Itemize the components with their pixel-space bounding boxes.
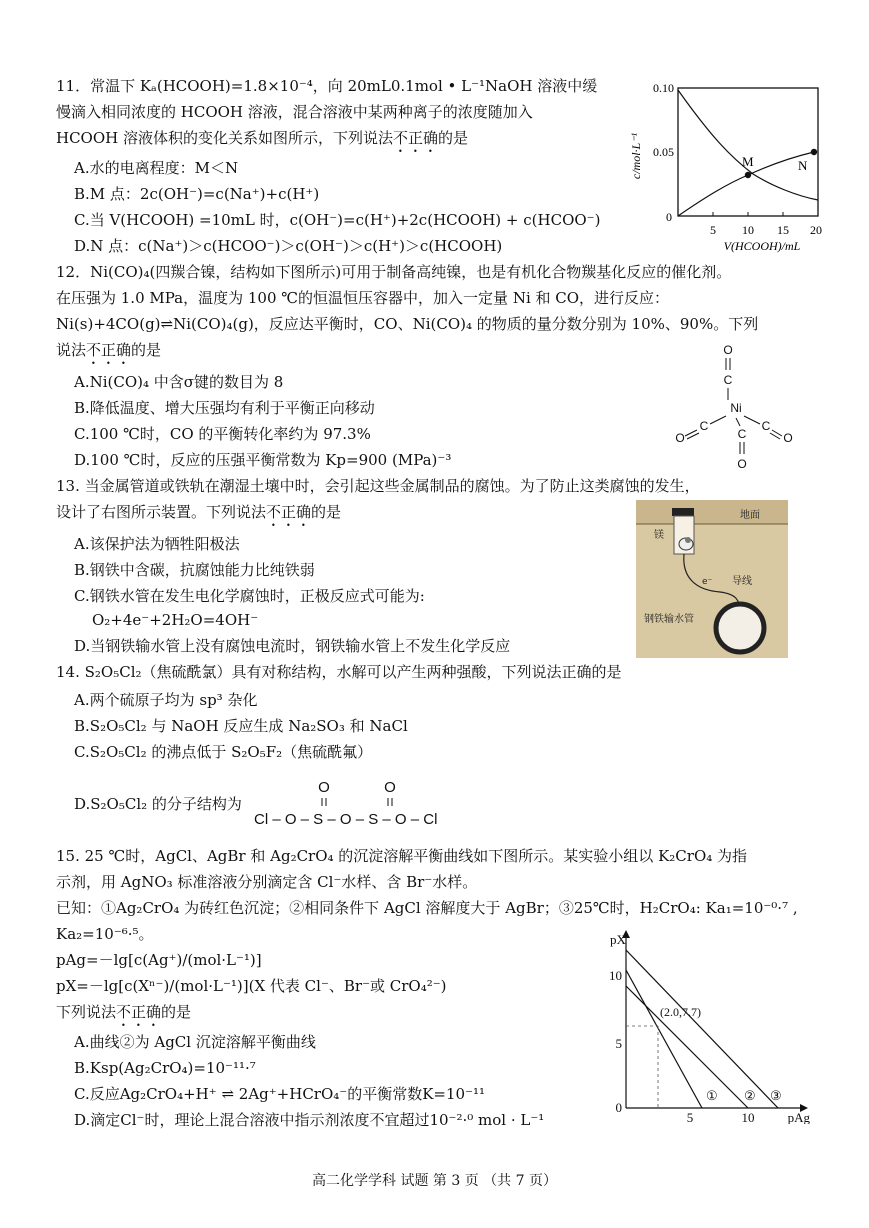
q14-option-b: B.S₂O₅Cl₂ 与 NaOH 反应生成 Na₂SO₃ 和 NaCl bbox=[74, 717, 408, 735]
q11-yaxis-label: c/mol·L⁻¹ bbox=[629, 132, 643, 180]
formula-top-o-2: O bbox=[384, 779, 396, 796]
struct-o-bottom: O bbox=[737, 457, 747, 471]
q15-stem-line1: 15. 25 ℃时，AgCl、AgBr 和 Ag₂CrO₄ 的沉淀溶解平衡曲线如下图所示。某实验小组以 K₂CrO₄ 为指 bbox=[56, 847, 748, 865]
q15-point-annotation: (2.0,7.7) bbox=[660, 1005, 701, 1019]
q15-stem-line7 bbox=[56, 1002, 191, 1030]
q15-option-a: A.曲线②为 AgCl 沉淀溶解平衡曲线 bbox=[74, 1033, 316, 1051]
q15-option-d: D.滴定Cl⁻时，理论上混合溶液中指示剂浓度不宜超过10⁻²·⁰ mol · L⁻¹ bbox=[74, 1111, 545, 1129]
q13-stem-line2-pre: 设计了右图所示装置。下列说法 bbox=[56, 503, 267, 521]
q11-ytick-010: 0.10 bbox=[653, 81, 674, 95]
q13-option-c: C.钢铁水管在发生电化学腐蚀时，正极反应式可能为: bbox=[74, 587, 425, 605]
q12-stem-line2: 在压强为 1.0 MPa，温度为 100 ℃的恒温恒压容器中，加入一定量 Ni 和 CO，进行反应： bbox=[56, 289, 670, 307]
q11-option-b: B.M 点：2c(OH⁻)=c(Na⁺)+c(H⁺) bbox=[74, 185, 320, 203]
q15-curve-label-1: ① bbox=[706, 1088, 718, 1103]
photo-label-mg: 镁 bbox=[654, 530, 664, 541]
struct-o-top: O bbox=[723, 343, 733, 357]
q12-stem-line4-post: 的是 bbox=[131, 341, 162, 359]
q14-option-c: C.S₂O₅Cl₂ 的沸点低于 S₂O₅F₂（焦硫酰氟） bbox=[74, 743, 373, 761]
formula-top-o-1: O bbox=[318, 779, 330, 796]
q15-curve-label-3: ③ bbox=[770, 1088, 782, 1103]
q11-option-a: A.水的电离程度：M＜N bbox=[74, 159, 239, 177]
q11-option-d: D.N 点：c(Na⁺)＞c(HCOO⁻)＞c(OH⁻)＞c(H⁺)＞c(HCOOH) bbox=[74, 237, 503, 255]
q15-stem-line2: 示剂，用 AgNO₃ 标准溶液分别滴定含 Cl⁻水样、含 Br⁻水样。 bbox=[56, 873, 478, 891]
struct-c-left: C bbox=[699, 419, 709, 433]
corrosion-photo-drawing bbox=[636, 500, 788, 658]
photo-label-electron: e⁻ bbox=[702, 577, 713, 587]
q15-emphasis: 不正确 bbox=[116, 1003, 162, 1021]
q15-stem-line4: Ka₂=10⁻⁶·⁵。 bbox=[56, 925, 154, 943]
q11-point-m bbox=[745, 172, 751, 178]
page-footer: 高二化学学科 试题 第 3 页 （共 7 页） bbox=[312, 1173, 557, 1189]
q11-stem-line3-post: 的是 bbox=[438, 129, 469, 147]
q11-graph-frame bbox=[678, 88, 818, 216]
s2o5cl2-structure bbox=[252, 774, 478, 830]
struct-c-bottom: C bbox=[737, 427, 747, 441]
q13-option-d: D.当钢铁输水管上没有腐蚀电流时，钢铁输水管上不发生化学反应 bbox=[74, 637, 511, 655]
q15-stem-line3: 已知：①Ag₂CrO₄ 为砖红色沉淀；②相同条件下 AgCl 溶解度大于 AgBr；③25℃时，H₂CrO₄: Ka₁=10⁻⁰·⁷ , bbox=[56, 899, 798, 917]
q12-emphasis: 不正确 bbox=[86, 341, 132, 359]
q12-option-a: A.Ni(CO)₄ 中含σ键的数目为 8 bbox=[74, 373, 284, 391]
q15-ytick-5: 5 bbox=[615, 1036, 622, 1051]
q15-stem-line7-post: 的是 bbox=[161, 1003, 192, 1021]
q11-xtick-5: 5 bbox=[710, 223, 716, 237]
q15-yaxis-label: pX bbox=[610, 932, 626, 947]
struct-o-right: O bbox=[783, 431, 793, 445]
q11-label-m: M bbox=[742, 154, 754, 169]
q15-xaxis-label: pAg bbox=[787, 1110, 810, 1124]
q11-option-c: C.当 V(HCOOH) =10mL 时，c(OH⁻)=c(H⁺)+2c(HCOOH) + c(HCOO⁻) bbox=[74, 211, 601, 229]
corrosion-protection-photo bbox=[636, 500, 788, 658]
q15-option-b: B.Ksp(Ag₂CrO₄)=10⁻¹¹·⁷ bbox=[74, 1059, 256, 1077]
q13-option-c-equation: O₂+4e⁻+2H₂O=4OH⁻ bbox=[92, 611, 259, 629]
photo-label-wire: 导线 bbox=[732, 576, 752, 587]
q13-stem-line2 bbox=[56, 502, 341, 530]
q12-option-b: B.降低温度、增大压强均有利于平衡正向移动 bbox=[74, 399, 375, 417]
q11-xtick-10: 10 bbox=[742, 223, 754, 237]
q11-xtick-15: 15 bbox=[777, 223, 789, 237]
q14-option-a: A.两个硫原子均为 sp³ 杂化 bbox=[74, 691, 258, 709]
q11-xtick-20: 20 bbox=[810, 223, 822, 237]
q12-stem-line3: Ni(s)+4CO(g)⇌Ni(CO)₄(g)，反应达平衡时，CO、Ni(CO)₄ 的物质的量分数分别为 10%、90%。下列 bbox=[56, 315, 759, 333]
q12-option-d: D.100 ℃时，反应的压强平衡常数为 Kp=900 (MPa)⁻³ bbox=[74, 451, 452, 469]
q11-stem-line1: 11．常温下 Kₐ(HCOOH)=1.8×10⁻⁴，向 20mL0.1mol • L⁻¹NaOH 溶液中缓 bbox=[56, 77, 598, 95]
q12-option-c: C.100 ℃时，CO 的平衡转化率约为 97.3% bbox=[74, 425, 371, 443]
struct-ni: Ni bbox=[730, 401, 742, 415]
q15-curve-1 bbox=[626, 970, 702, 1108]
q15-curve-3 bbox=[626, 950, 778, 1108]
q15-stem-line7-pre: 下列说法 bbox=[56, 1003, 117, 1021]
formula-chain: Cl – O – S – O – S – O – Cl bbox=[254, 811, 438, 828]
q11-ytick-0: 0 bbox=[666, 210, 672, 224]
q14-option-d: D.S₂O₅Cl₂ 的分子结构为 bbox=[74, 795, 242, 813]
q11-point-n bbox=[811, 149, 817, 155]
q12-stem-line1: 12．Ni(CO)₄(四羰合镍，结构如下图所示)可用于制备高纯镍，也是有机化合物羰基化反应的催化剂。 bbox=[56, 263, 732, 281]
q11-xaxis-label: V(HCOOH)/mL bbox=[723, 239, 801, 253]
struct-c-right: C bbox=[761, 419, 771, 433]
q14-stem-line1: 14. S₂O₅Cl₂（焦硫酰氯）具有对称结构，水解可以产生两种强酸，下列说法正确的是 bbox=[56, 663, 622, 681]
q11-stem-line3-pre: HCOOH 溶液体积的变化关系如图所示，下列说法 bbox=[56, 129, 394, 147]
q15-stem-line6: pX=－lg[c(Xⁿ⁻)/(mol·L⁻¹)](X 代表 Cl⁻、Br⁻或 CrO₄²⁻) bbox=[56, 977, 447, 995]
q15-ytick-0: 0 bbox=[615, 1100, 622, 1115]
photo-label-ground: 地面 bbox=[740, 510, 760, 521]
q15-graph bbox=[598, 928, 818, 1124]
q13-stem-line1: 13. 当金属管道或铁轨在潮湿土壤中时，会引起这些金属制品的腐蚀。为了防止这类腐蚀的发生， bbox=[56, 477, 700, 495]
q13-option-a: A.该保护法为牺牲阳极法 bbox=[74, 535, 240, 553]
q11-label-n: N bbox=[798, 158, 808, 173]
q15-option-c: C.反应Ag₂CrO₄+H⁺ ⇌ 2Ag⁺+HCrO₄⁻的平衡常数K=10⁻¹¹ bbox=[74, 1085, 486, 1103]
q15-xtick-10: 10 bbox=[741, 1110, 755, 1124]
q15-ytick-10: 10 bbox=[609, 968, 622, 983]
q13-option-b: B.钢铁中含碳，抗腐蚀能力比纯铁弱 bbox=[74, 561, 315, 579]
q11-graph bbox=[622, 78, 830, 254]
q11-stem-line3 bbox=[56, 128, 468, 156]
photo-label-pipe: 钢铁输水管 bbox=[644, 614, 694, 625]
struct-o-left: O bbox=[675, 431, 685, 445]
q13-stem-line2-post: 的是 bbox=[311, 503, 342, 521]
q11-ytick-005: 0.05 bbox=[653, 145, 674, 159]
q15-stem-line5: pAg=－lg[c(Ag⁺)/(mol·L⁻¹)] bbox=[56, 951, 262, 969]
q12-stem-line4 bbox=[56, 340, 161, 368]
q13-emphasis: 不正确 bbox=[266, 503, 312, 521]
q15-curve-label-2: ② bbox=[744, 1088, 756, 1103]
q11-stem-line2: 慢滴入相同浓度的 HCOOH 溶液，混合溶液中某两种离子的浓度随加入 bbox=[56, 103, 533, 121]
q11-emphasis: 不正确 bbox=[393, 129, 439, 147]
q11-curve-decreasing bbox=[678, 90, 818, 200]
q12-stem-line4-pre: 说法 bbox=[56, 341, 87, 359]
struct-c-top: C bbox=[723, 373, 733, 387]
q15-xtick-5: 5 bbox=[686, 1110, 694, 1124]
ni-co4-structure bbox=[668, 338, 798, 474]
